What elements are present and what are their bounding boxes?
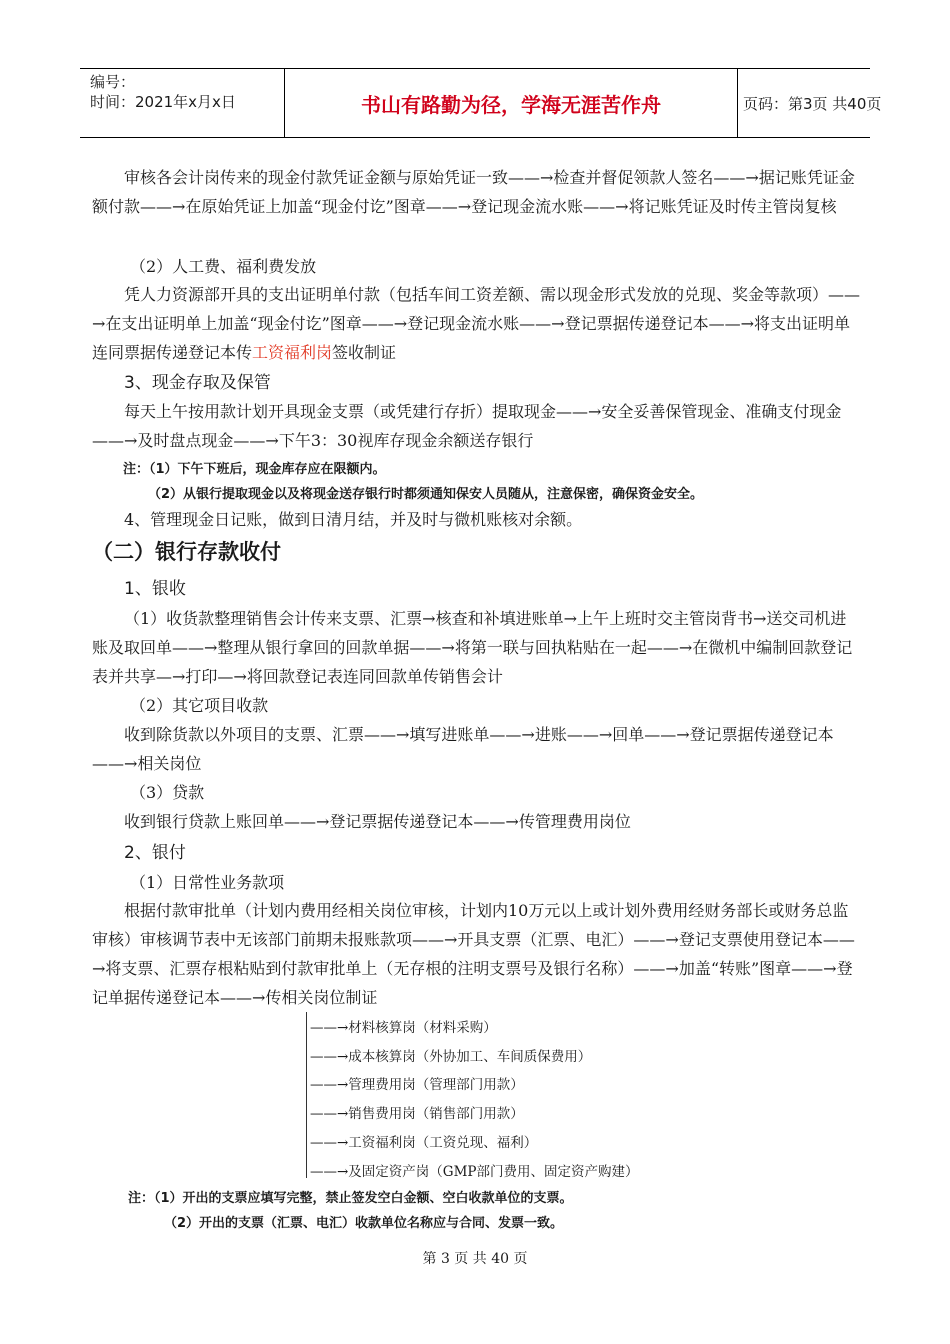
paragraph-cash-journal: 4、管理现金日记账，做到日清月结，并及时与微机账核对余额。: [124, 510, 583, 529]
paragraph-wages: [92, 280, 862, 367]
branch-item: ——→销售费用岗（销售部门用款）: [310, 1106, 524, 1122]
note-payment-2: （2）开出的支票（汇票、电汇）收款单位名称应与合同、发票一致。: [164, 1216, 564, 1231]
wages-text: 凭人力资源部开具的支出证明单付款（包括车间工资差额、需以现金形式发放的兑现、奖金等款项）——→在支出证明单上加盖“现金付讫”图章——→登记现金流水账——→登记票据传递登记本——→将支出证明单连同票据传递登记本传: [92, 285, 861, 362]
note-cash-2: （2）从银行提取现金以及将现金送存银行时都须通知保安人员随从，注意保密，确保资金安全。: [148, 487, 704, 502]
header-info-cell: [80, 69, 284, 137]
paragraph-daily-payments: 根据付款审批单（计划内费用经相关岗位审核，计划内10万元以上或计划外费用经财务部长或财务总监审核）审核调节表中无该部门前期未报账款项——→开具支票（汇票、电汇）——→登记支票使用登记本——→将支票、汇票存根粘贴到付款审批单上（无存根的注明支票号及银行名称）——→加盖“转账”图章——→登记单据传递登记本——→传相关岗位制证: [92, 901, 855, 1007]
subheading-loans: （3）贷款: [130, 783, 205, 802]
doc-number-label: 编号：: [90, 73, 136, 91]
header-table: [80, 68, 882, 138]
branch-item: ——→及固定资产岗（GMP部门费用、固定资产购建）: [310, 1164, 639, 1180]
subheading-other-receipts: （2）其它项目收款: [130, 696, 269, 715]
paragraph-loans: 收到银行贷款上账回单——→登记票据传递登记本——→传管理费用岗位: [124, 812, 631, 831]
paragraph-receivable: （1）收货款整理销售会计传来支票、汇票→核查和补填进账单→上午上班时交主管岗背书→送交司机进账及取回单——→整理从银行拿回的回款单据——→将第一联与回执粘贴在一起——→在微机中编制回款登记表并共享—→打印—→将回款登记表连同回款单传销售会计: [92, 609, 853, 686]
paragraph-cash-payment: 审核各会计岗传来的现金付款凭证金额与原始凭证一致——→检查并督促领款人签名——→据记账凭证金额付款——→在原始凭证上加盖“现金付讫”图章——→登记现金流水账——→将记账凭证及时传主管岗复核: [92, 168, 855, 216]
heading-bank-receipt: 1、银收: [124, 579, 186, 599]
heading-cash-storage: 3、现金存取及保管: [124, 373, 271, 393]
heading-bank-deposit: （二）银行存款收付: [92, 540, 281, 564]
subheading-daily-payments: （1）日常性业务款项: [130, 873, 285, 892]
branch-item: ——→工资福利岗（工资兑现、福利）: [310, 1135, 538, 1151]
note-cash-1: 注：（1）下午下班后，现金库存应在限额内。: [123, 462, 386, 477]
page-code: 页码：第3页 共40页: [743, 95, 882, 113]
paragraph-other-receipts: 收到除货款以外项目的支票、汇票——→填写进账单——→进账——→回单——→登记票据传递登记本——→相关岗位: [92, 725, 834, 773]
page-footer: 第 3 页 共 40 页: [422, 1251, 528, 1267]
motto: 书山有路勤为径，学海无涯苦作舟: [361, 93, 661, 117]
branch-connector-line: [306, 1012, 307, 1178]
header-motto-cell: [284, 69, 738, 137]
wages-highlight: 工资福利岗: [252, 343, 333, 362]
heading-bank-payment: 2、银付: [124, 843, 186, 863]
note-payment-1: 注：（1）开出的支票应填写完整，禁止签发空白金额、空白收款单位的支票。: [128, 1191, 573, 1206]
subheading-wages: （2）人工费、福利费发放: [130, 257, 317, 276]
branch-item: ——→管理费用岗（管理部门用款）: [310, 1077, 524, 1093]
doc-date: 时间：2021年x月x日: [90, 93, 236, 111]
branch-item: ——→成本核算岗（外协加工、车间质保费用）: [310, 1049, 592, 1065]
wages-text-end: 签收制证: [332, 343, 397, 362]
branch-item: ——→材料核算岗（材料采购）: [310, 1020, 497, 1036]
header-page-cell: [737, 69, 882, 137]
paragraph-cash-storage: 每天上午按用款计划开具现金支票（或凭建行存折）提取现金——→安全妥善保管现金、准确支付现金——→及时盘点现金——→下午3：30视库存现金余额送存银行: [92, 402, 842, 450]
